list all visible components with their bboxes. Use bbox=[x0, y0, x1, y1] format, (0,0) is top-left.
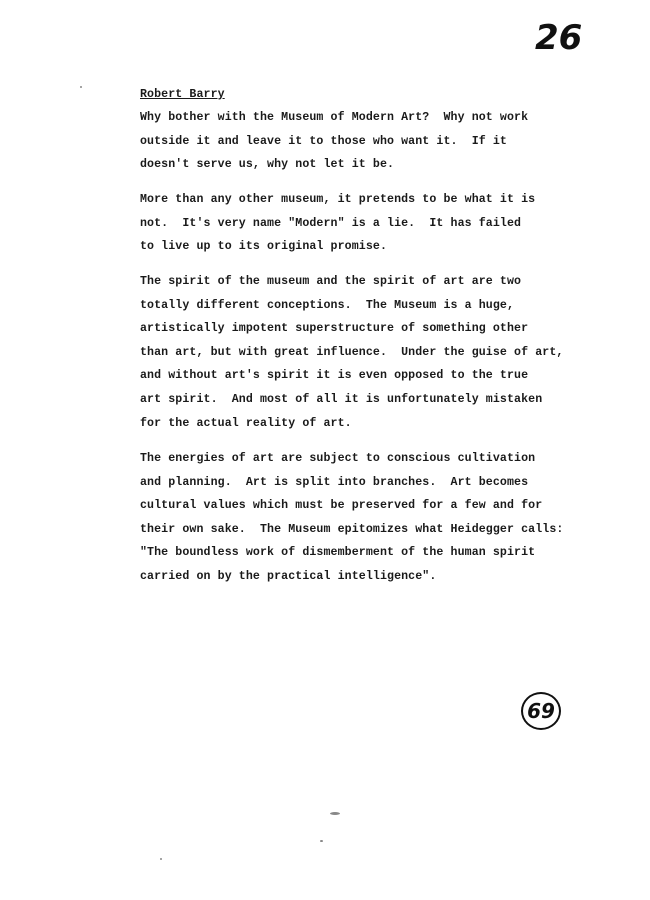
text-line: totally different conceptions. The Museum is a huge, bbox=[140, 298, 515, 312]
paragraph-1 bbox=[140, 106, 528, 177]
text-line: and without art's spirit it is even opposed to the true bbox=[140, 369, 529, 383]
circled-number-text: 69 bbox=[527, 699, 555, 723]
text-line: not. It's very name "Modern" is a lie. It has failed bbox=[140, 216, 522, 230]
text-line: artistically impotent superstructure of something other bbox=[140, 322, 529, 336]
paragraph-4 bbox=[140, 447, 563, 589]
text-line: their own sake. The Museum epitomizes what Heidegger calls: bbox=[140, 522, 564, 536]
scan-speck bbox=[160, 858, 162, 860]
text-line: The spirit of the museum and the spirit of art are two bbox=[140, 275, 522, 288]
text-line: "The boundless work of dismemberment of the human spirit bbox=[140, 546, 536, 560]
text-line: cultural values which must be preserved for a few and for bbox=[140, 499, 543, 513]
scan-speck bbox=[320, 840, 323, 842]
text-line: to live up to its original promise. bbox=[140, 240, 388, 254]
text-line: Why bother with the Museum of Modern Art? Why not work bbox=[140, 111, 529, 124]
author-heading: Robert Barry bbox=[140, 88, 225, 101]
text-line: and planning. Art is split into branches. Art becomes bbox=[140, 475, 529, 489]
handwritten-page-number: 26 bbox=[535, 18, 583, 58]
scan-speck bbox=[80, 86, 82, 88]
text-line: art spirit. And most of all it is unfortunately mistaken bbox=[140, 392, 543, 406]
scan-speck bbox=[330, 812, 340, 815]
text-line: for the actual reality of art. bbox=[140, 416, 352, 430]
text-line: carried on by the practical intelligence". bbox=[140, 569, 437, 583]
paragraph-2 bbox=[140, 188, 535, 259]
text-line: than art, but with great influence. Under the guise of art, bbox=[140, 345, 564, 359]
text-line: More than any other museum, it pretends to be what it is bbox=[140, 193, 536, 206]
paragraph-3 bbox=[140, 270, 563, 435]
text-line: outside it and leave it to those who want it. If it bbox=[140, 134, 507, 148]
text-line: The energies of art are subject to conscious cultivation bbox=[140, 452, 536, 465]
text-line: doesn't serve us, why not let it be. bbox=[140, 158, 395, 172]
circled-number bbox=[521, 692, 561, 730]
